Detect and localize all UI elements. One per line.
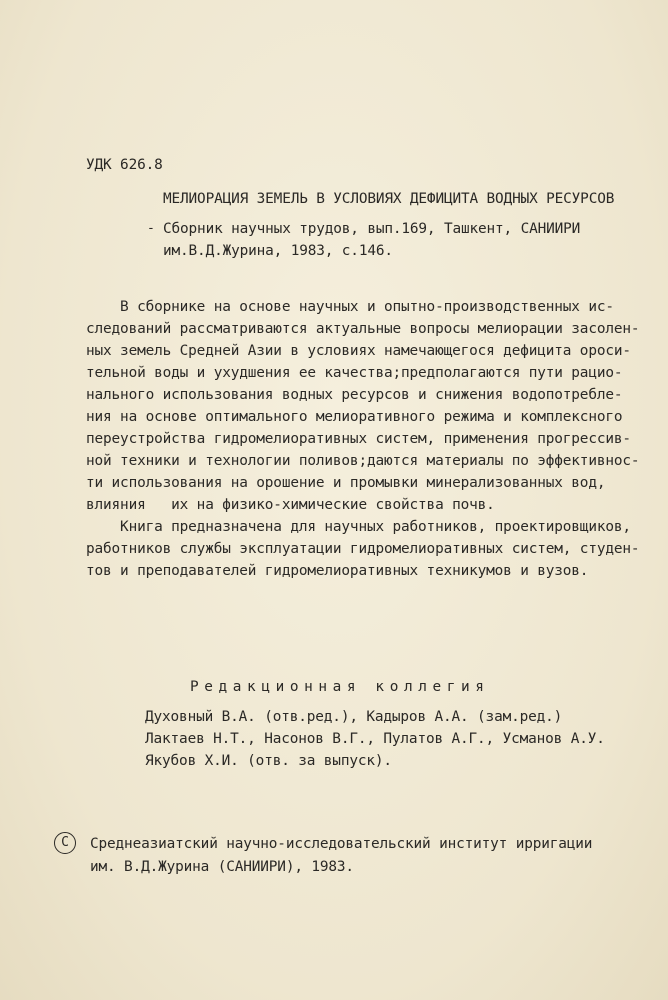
dash-mark-icon: ‐ xyxy=(147,221,155,236)
copyright-line: Среднеазиатский научно-исследовательский институт ирригации xyxy=(90,836,593,852)
book-title: МЕЛИОРАЦИЯ ЗЕМЕЛЬ В УСЛОВИЯХ ДЕФИЦИТА ВОДНЫХ РЕСУРСОВ xyxy=(163,191,615,207)
bibliography-line-2: им.В.Д.Журина, 1983, с.146. xyxy=(163,243,393,259)
abstract-line: нального использования водных ресурсов и снижения водопотребле- xyxy=(86,387,623,403)
abstract-line: ной техники и технологии поливов;даются материалы по эффективнос- xyxy=(86,453,640,469)
editorial-board-heading: Редакционная коллегия xyxy=(190,679,490,695)
abstract-line: ния на основе оптимального мелиоративного режима и комплексного xyxy=(86,409,623,425)
abstract-line: работников службы эксплуатации гидромелиоративных систем, студен- xyxy=(86,541,640,557)
copyright-icon: С xyxy=(54,832,76,854)
abstract-line: ных земель Средней Азии в условиях намечающегося дефицита ороси- xyxy=(86,343,631,359)
editorial-board-line: Якубов Х.И. (отв. за выпуск). xyxy=(145,753,392,769)
editorial-board-line: Лактаев Н.Т., Насонов В.Г., Пулатов А.Г., Усманов А.У. xyxy=(145,731,605,747)
abstract-line: тов и преподавателей гидромелиоративных техникумов и вузов. xyxy=(86,563,589,579)
abstract-line: ти использования на орошение и промывки минерализованных вод, xyxy=(86,475,606,491)
abstract-line: переустройства гидромелиоративных систем, применения прогрессив- xyxy=(86,431,631,447)
abstract-line: влияния их на физико-химические свойства почв. xyxy=(86,497,495,513)
abstract-line: тельной воды и ухудшения ее качества;предполагаются пути рацио- xyxy=(86,365,623,381)
abstract-line: следований рассматриваются актуальные вопросы мелиорации засолен- xyxy=(86,321,640,337)
copyright-line: им. В.Д.Журина (САНИИРИ), 1983. xyxy=(90,859,354,875)
abstract-line: В сборнике на основе научных и опытно-производственных ис- xyxy=(86,299,614,315)
udc-code: УДК 626.8 xyxy=(86,157,163,173)
abstract-line: Книга предназначена для научных работников, проектировщиков, xyxy=(86,519,631,535)
bibliography-line-1: Сборник научных трудов, вып.169, Ташкент, САНИИРИ xyxy=(163,221,581,237)
editorial-board-line: Духовный В.А. (отв.ред.), Кадыров А.А. (зам.ред.) xyxy=(145,709,563,725)
